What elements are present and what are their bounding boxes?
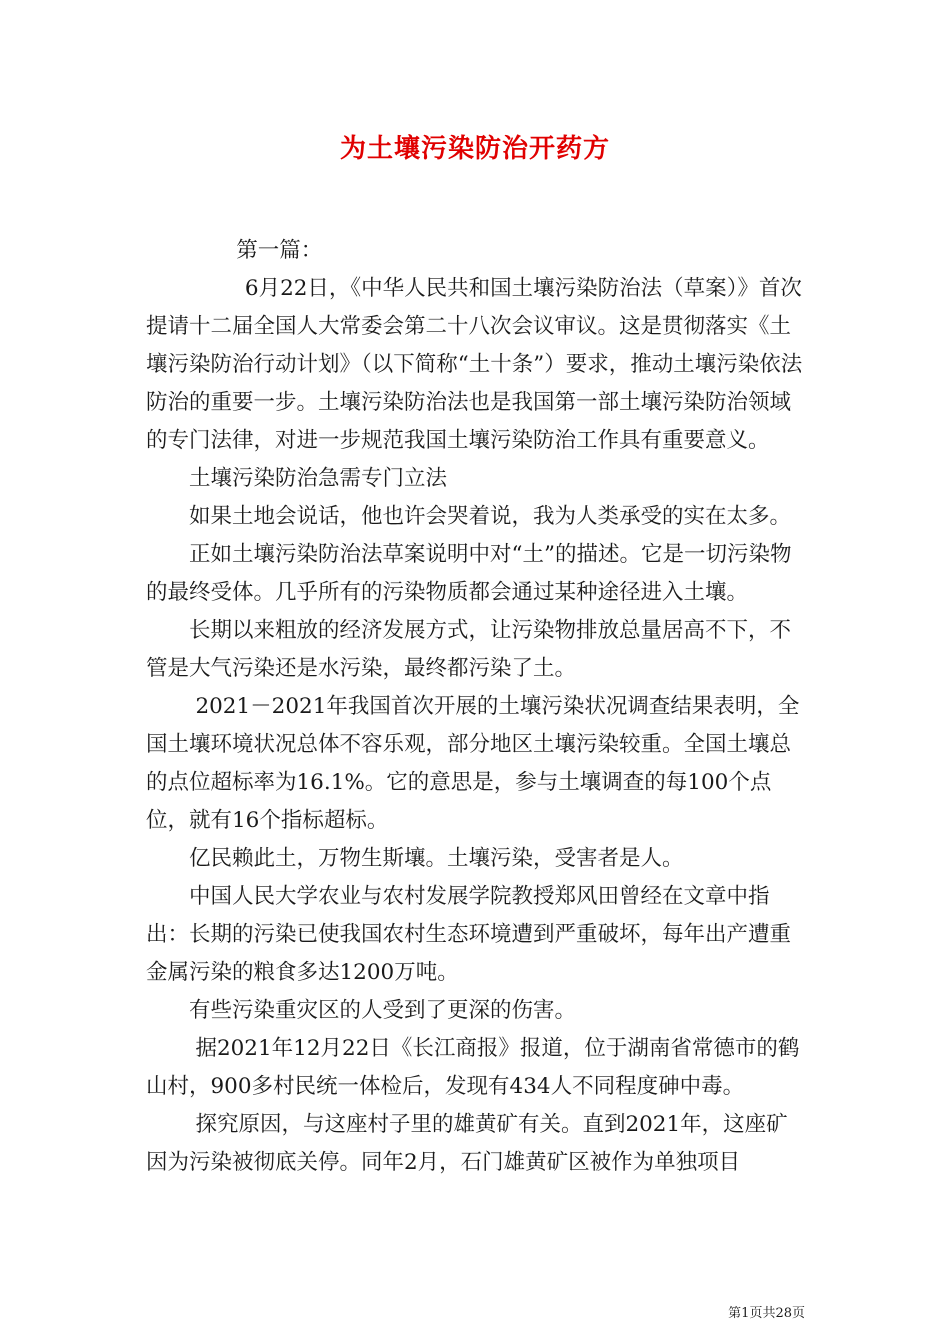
paragraph: 正如土壤污染防治法草案说明中对“土”的描述。它是一切污染物的最终受体。几乎所有的污染物质都会通过某种途径进入土壤。 bbox=[146, 542, 792, 605]
paragraph: 如果土地会说话，他也许会哭着说，我为人类承受的实在太多。 bbox=[189, 504, 792, 529]
document-body bbox=[146, 232, 808, 1182]
paragraph: 据2021年12月22日《长江商报》报道，位于湖南省常德市的鹤山村，900多村民统一体检后，发现有434人不同程度砷中毒。 bbox=[146, 1036, 800, 1099]
paragraph: 探究原因，与这座村子里的雄黄矿有关。直到2021年，这座矿因为污染被彻底关停。同年2月，石门雄黄矿区被作为单独项目 bbox=[146, 1112, 788, 1175]
paragraph: 亿民赖此土，万物生斯壤。土壤污染，受害者是人。 bbox=[189, 846, 684, 871]
page-number: 第1页共28页 bbox=[728, 1306, 805, 1321]
document-title: 为土壤污染防治开药方 bbox=[339, 134, 610, 164]
paragraph: 6月22日，《中华人民共和国土壤污染防治法（草案）》首次提请十二届全国人大常委会第二十八次会议审议。这是贯彻落实《土壤污染防治行动计划》（以下简称“土十条”）要求，推动土壤污染依法防治的重要一步。土壤污染防治法也是我国第一部土壤污染防治领域的专门法律，对进一步规范我国土壤污染防治工作具有重要意义。 bbox=[146, 276, 803, 453]
section-heading: 第一篇： bbox=[236, 238, 323, 263]
paragraph: 中国人民大学农业与农村发展学院教授郑风田曾经在文章中指出：长期的污染已使我国农村生态环境遭到严重破坏，每年出产遭重金属污染的粮食多达1200万吨。 bbox=[146, 884, 792, 985]
paragraph-subheading: 土壤污染防治急需专门立法 bbox=[189, 466, 448, 491]
paragraph: 有些污染重灾区的人受到了更深的伤害。 bbox=[189, 998, 577, 1023]
paragraph: 2021－2021年我国首次开展的土壤污染状况调查结果表明，全国土壤环境状况总体不容乐观，部分地区土壤污染较重。全国土壤总的点位超标率为16.1%。它的意思是，参与土壤调查的每100个点位，就有16个指标超标。 bbox=[146, 694, 800, 833]
paragraph: 长期以来粗放的经济发展方式，让污染物排放总量居高不下，不管是大气污染还是水污染，最终都污染了土。 bbox=[146, 618, 792, 681]
